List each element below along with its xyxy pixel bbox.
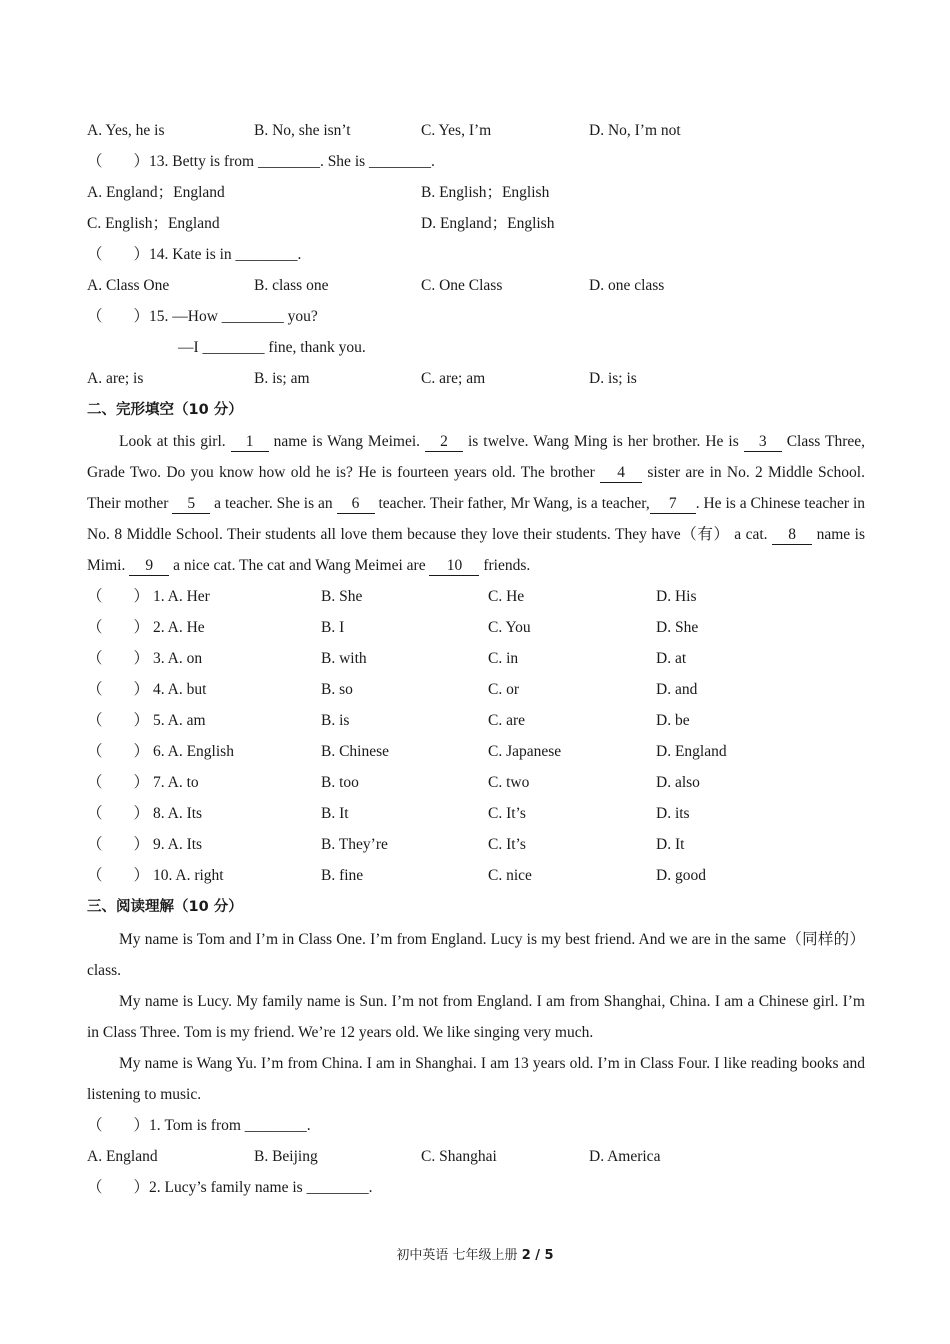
option-a: 5. A. am: [153, 712, 206, 729]
option-b: B. It: [321, 805, 349, 822]
option-d: D. is; is: [589, 370, 637, 387]
option-d: D. be: [656, 712, 690, 729]
option-a: A. are; is: [87, 370, 144, 387]
option-c: C. English；England: [87, 215, 220, 232]
option-d: D. and: [656, 681, 698, 698]
option-b: B. is; am: [254, 370, 310, 387]
answer-paren: （ ）: [87, 805, 150, 822]
passage-text: name is Mimi.: [87, 526, 865, 575]
question-text: 13. Betty is from ________. She is ________.: [149, 153, 435, 170]
option-c: C. It’s: [488, 805, 526, 822]
option-a: 8. A. Its: [153, 805, 203, 822]
option-a: A. Class One: [87, 277, 170, 294]
answer-paren: （ ）: [87, 619, 150, 636]
question-text: 2. Lucy’s family name is ________.: [149, 1179, 373, 1196]
option-a: 3. A. on: [153, 650, 203, 667]
cloze-question: [87, 678, 865, 702]
answer-paren: （ ）: [87, 153, 150, 170]
blank-6: 6: [337, 495, 375, 514]
option-a: A. England: [87, 1148, 158, 1165]
option-c: C. are: [488, 712, 526, 729]
cloze-question: [87, 709, 865, 733]
blank-5: 5: [172, 495, 210, 514]
option-d: D. No, I’m not: [589, 122, 681, 139]
cloze-question: [87, 647, 865, 671]
q13-options-row2: [87, 212, 865, 236]
reading-paragraph-1: [87, 924, 865, 986]
option-d: D. England: [656, 743, 727, 760]
passage-text: sister are in No. 2 Middle School. Their mother: [87, 464, 865, 513]
option-b: B. Chinese: [321, 743, 390, 760]
answer-paren: （ ）: [87, 308, 150, 325]
option-c: C. You: [488, 619, 531, 636]
answer-paren: （ ）: [87, 681, 150, 698]
answer-paren: （ ）: [87, 774, 150, 791]
option-a: A. England；England: [87, 184, 225, 201]
option-a: 2. A. He: [153, 619, 205, 636]
answer-paren: （ ）: [87, 650, 150, 667]
option-d: D. at: [656, 650, 687, 667]
passage-text: is twelve. Wang Ming is her brother. He is: [463, 433, 744, 450]
option-c: C. or: [488, 681, 519, 698]
reading-q1-options: [87, 1145, 865, 1169]
option-c: C. Yes, I’m: [421, 122, 492, 139]
option-c: C. He: [488, 588, 525, 605]
passage-text: friends.: [479, 557, 531, 575]
option-b: B. with: [321, 650, 367, 667]
paragraph-text: My name is Tom and I’m in Class One. I’m from England. Lucy is my best friend. And we are in the same（同样的） class.: [87, 931, 865, 980]
option-b: B. I: [321, 619, 345, 636]
cloze-question: [87, 802, 865, 826]
passage-text: a teacher. She is an: [210, 495, 337, 513]
q13-stem: [87, 150, 865, 174]
option-a: 1. A. Her: [153, 588, 210, 605]
reading-paragraph-2: [87, 986, 865, 1048]
option-d: D. His: [656, 588, 697, 605]
question-text: 14. Kate is in ________.: [149, 246, 302, 263]
question-text: 1. Tom is from ________.: [149, 1117, 311, 1134]
section-heading-reading: 三、阅读理解（10 分）: [87, 899, 243, 915]
page-total: 5: [544, 1248, 554, 1263]
option-c: C. One Class: [421, 277, 503, 294]
cloze-passage: [87, 426, 865, 581]
q12-options: [87, 119, 865, 143]
option-c: C. nice: [488, 867, 532, 884]
q14-stem: [87, 243, 865, 267]
option-a: 9. A. Its: [153, 836, 203, 853]
cloze-question: [87, 833, 865, 857]
footer-title: 初中英语 七年级上册: [396, 1248, 518, 1263]
option-b: B. is: [321, 712, 350, 729]
blank-1: 1: [231, 433, 269, 452]
question-text: 15. —How ________ you?: [149, 308, 318, 325]
reading-q2-stem: [87, 1176, 865, 1200]
option-d: D. its: [656, 805, 690, 822]
option-b: B. Beijing: [254, 1148, 318, 1165]
option-b: B. They’re: [321, 836, 388, 853]
option-a: 7. A. to: [153, 774, 199, 791]
option-b: B. fine: [321, 867, 364, 884]
passage-text: teacher. Their father, Mr Wang, is a teacher,: [374, 495, 650, 513]
q15-options: [87, 367, 865, 391]
option-b: B. too: [321, 774, 359, 791]
option-a: 10. A. right: [153, 867, 224, 884]
cloze-question: [87, 740, 865, 764]
answer-paren: （ ）: [87, 867, 150, 884]
option-b: B. so: [321, 681, 353, 698]
option-b: B. She: [321, 588, 363, 605]
answer-paren: （ ）: [87, 712, 150, 729]
reading-q1-stem: [87, 1114, 865, 1138]
answer-paren: （ ）: [87, 836, 150, 853]
q13-options-row1: [87, 181, 865, 205]
passage-text: Look at this girl.: [119, 433, 231, 450]
blank-10: 10: [429, 557, 479, 576]
option-c: C. It’s: [488, 836, 526, 853]
cloze-question: [87, 771, 865, 795]
answer-paren: （ ）: [87, 246, 150, 263]
answer-paren: （ ）: [87, 1179, 150, 1196]
option-c: C. two: [488, 774, 530, 791]
page-footer: [0, 1244, 950, 1263]
cloze-question: [87, 585, 865, 609]
option-d: D. It: [656, 836, 685, 853]
option-d: D. also: [656, 774, 700, 791]
option-a: 4. A. but: [153, 681, 207, 698]
section-heading-cloze: 二、完形填空（10 分）: [87, 402, 243, 418]
blank-9: 9: [129, 557, 169, 576]
question-text-2: —I ________ fine, thank you.: [178, 339, 366, 356]
passage-text: a nice cat. The cat and Wang Meimei are: [169, 557, 430, 575]
answer-paren: （ ）: [87, 743, 150, 760]
option-a: 6. A. English: [153, 743, 234, 760]
q15-stem-line2: [87, 336, 865, 360]
cloze-question: [87, 864, 865, 888]
page-separator: /: [530, 1248, 545, 1263]
option-d: D. good: [656, 867, 706, 884]
cloze-question: [87, 616, 865, 640]
q15-stem: [87, 305, 865, 329]
page-number: 2: [521, 1248, 531, 1263]
option-b: B. English；English: [421, 184, 550, 201]
option-c: C. Japanese: [488, 743, 562, 760]
blank-2: 2: [425, 433, 463, 452]
option-d: D. one class: [589, 277, 665, 294]
q14-options: [87, 274, 865, 298]
answer-paren: （ ）: [87, 588, 150, 605]
option-d: D. England；English: [421, 215, 555, 232]
blank-8: 8: [772, 526, 812, 545]
paragraph-text: My name is Wang Yu. I’m from China. I am in Shanghai. I am 13 years old. I’m in Class Four. I like reading books and listening to music.: [87, 1055, 865, 1104]
option-a: A. Yes, he is: [87, 122, 165, 139]
passage-text: Class Three, Grade Two. Do you know how old he is? He is fourteen years old. The brother: [87, 433, 865, 482]
passage-text: name is Wang Meimei.: [268, 433, 425, 450]
blank-7: 7: [650, 495, 696, 514]
blank-3: 3: [744, 433, 782, 452]
option-c: C. Shanghai: [421, 1148, 497, 1165]
option-d: D. She: [656, 619, 699, 636]
blank-4: 4: [600, 464, 642, 483]
option-c: C. in: [488, 650, 519, 667]
passage-text: . He is a Chinese teacher in No. 8 Middle School. Their students all love them because they love their students. They have（有） a cat.: [87, 495, 865, 544]
answer-paren: （ ）: [87, 1117, 150, 1134]
paragraph-text: My name is Lucy. My family name is Sun. I’m not from England. I am from Shanghai, China. I am a Chinese girl. I’m in Class Three. Tom is my friend. We’re 12 years old. We like singing very much.: [87, 993, 865, 1042]
reading-paragraph-3: [87, 1048, 865, 1110]
option-d: D. America: [589, 1148, 661, 1165]
option-b: B. class one: [254, 277, 329, 294]
option-c: C. are; am: [421, 370, 486, 387]
option-b: B. No, she isn’t: [254, 122, 351, 139]
